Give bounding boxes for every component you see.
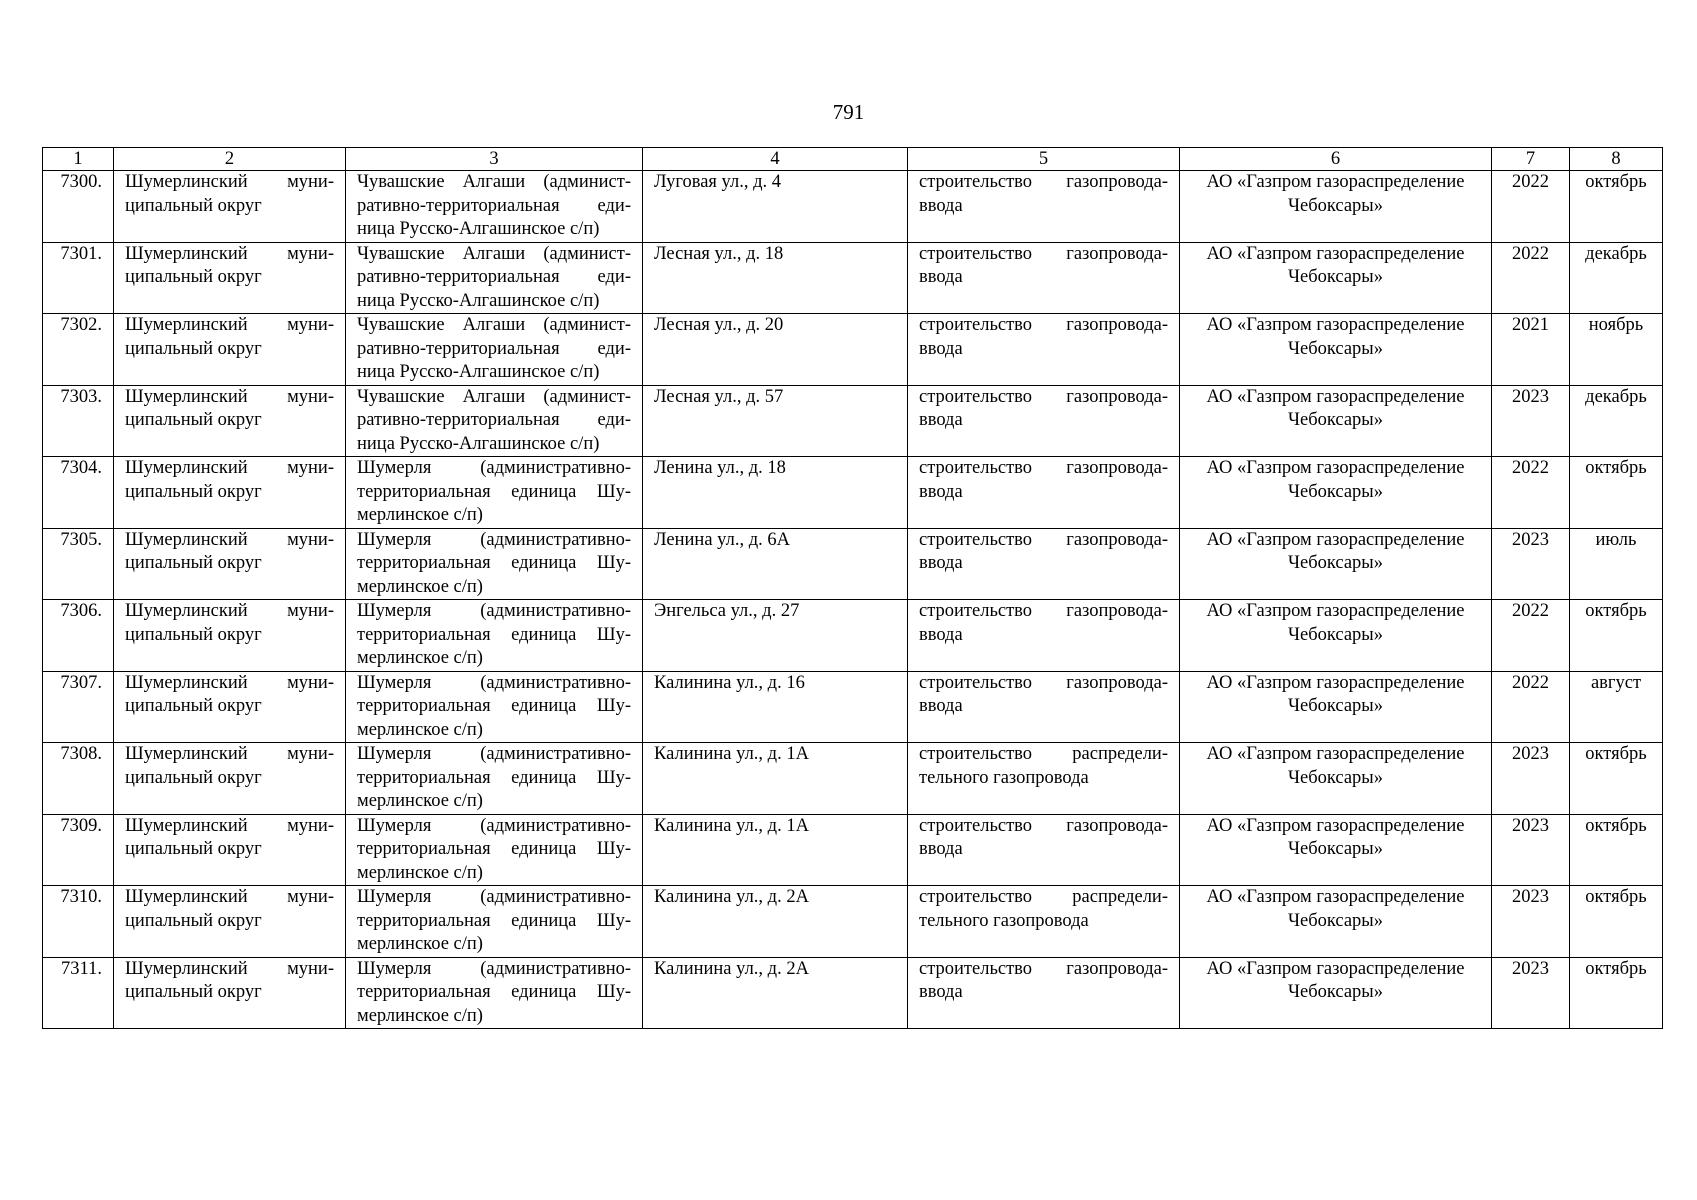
year-cell: 2022 (1492, 171, 1570, 243)
month-cell: декабрь (1570, 385, 1663, 457)
organization-cell: АО «Газпром газораспределение Чебоксары» (1180, 814, 1492, 886)
organization-cell: АО «Газпром газораспределение Чебоксары» (1180, 171, 1492, 243)
settlement-cell: Шумерля (административно-территориальная единица Шу-мерлинское с/п) (346, 814, 643, 886)
month-cell: октябрь (1570, 171, 1663, 243)
row-number: 7301. (43, 242, 114, 314)
column-header: 5 (908, 148, 1180, 171)
work-type-cell: строительство газопровода-ввода (908, 814, 1180, 886)
table-row (43, 314, 1663, 386)
column-header: 8 (1570, 148, 1663, 171)
municipality-cell: Шумерлинский муни-ципальный округ (114, 385, 346, 457)
organization-cell: АО «Газпром газораспределение Чебоксары» (1180, 457, 1492, 529)
settlement-cell: Шумерля (административно-территориальная единица Шу-мерлинское с/п) (346, 957, 643, 1029)
table-body (43, 171, 1663, 1029)
organization-cell: АО «Газпром газораспределение Чебоксары» (1180, 743, 1492, 815)
table-header-row (43, 148, 1663, 171)
municipality-cell: Шумерлинский муни-ципальный округ (114, 814, 346, 886)
month-cell: октябрь (1570, 457, 1663, 529)
address-cell: Калинина ул., д. 1А (643, 814, 908, 886)
month-cell: октябрь (1570, 814, 1663, 886)
column-header: 1 (43, 148, 114, 171)
month-cell: октябрь (1570, 957, 1663, 1029)
address-cell: Лесная ул., д. 18 (643, 242, 908, 314)
address-cell: Энгельса ул., д. 27 (643, 600, 908, 672)
year-cell: 2023 (1492, 385, 1570, 457)
table-row (43, 743, 1663, 815)
work-type-cell: строительство газопровода-ввода (908, 671, 1180, 743)
year-cell: 2023 (1492, 814, 1570, 886)
work-type-cell: строительство газопровода-ввода (908, 385, 1180, 457)
organization-cell: АО «Газпром газораспределение Чебоксары» (1180, 957, 1492, 1029)
work-type-cell: строительство газопровода-ввода (908, 242, 1180, 314)
address-cell: Калинина ул., д. 16 (643, 671, 908, 743)
table-row (43, 814, 1663, 886)
table-row (43, 600, 1663, 672)
municipality-cell: Шумерлинский муни-ципальный округ (114, 600, 346, 672)
work-type-cell: строительство газопровода-ввода (908, 528, 1180, 600)
row-number: 7308. (43, 743, 114, 815)
row-number: 7307. (43, 671, 114, 743)
settlement-cell: Чувашские Алгаши (админист-ративно-территориальная еди-ница Русско-Алгашинское с/п) (346, 171, 643, 243)
address-cell: Ленина ул., д. 6А (643, 528, 908, 600)
row-number: 7303. (43, 385, 114, 457)
column-header: 2 (114, 148, 346, 171)
year-cell: 2022 (1492, 600, 1570, 672)
municipality-cell: Шумерлинский муни-ципальный округ (114, 743, 346, 815)
settlement-cell: Шумерля (административно-территориальная единица Шу-мерлинское с/п) (346, 671, 643, 743)
municipality-cell: Шумерлинский муни-ципальный округ (114, 886, 346, 958)
settlement-cell: Шумерля (административно-территориальная единица Шу-мерлинское с/п) (346, 600, 643, 672)
row-number: 7310. (43, 886, 114, 958)
month-cell: октябрь (1570, 886, 1663, 958)
table-row (43, 385, 1663, 457)
table-row (43, 457, 1663, 529)
table-row (43, 671, 1663, 743)
month-cell: август (1570, 671, 1663, 743)
settlement-cell: Чувашские Алгаши (админист-ративно-территориальная еди-ница Русско-Алгашинское с/п) (346, 385, 643, 457)
work-type-cell: строительство газопровода-ввода (908, 171, 1180, 243)
year-cell: 2023 (1492, 957, 1570, 1029)
year-cell: 2023 (1492, 886, 1570, 958)
address-cell: Калинина ул., д. 1А (643, 743, 908, 815)
year-cell: 2022 (1492, 242, 1570, 314)
month-cell: декабрь (1570, 242, 1663, 314)
row-number: 7305. (43, 528, 114, 600)
organization-cell: АО «Газпром газораспределение Чебоксары» (1180, 528, 1492, 600)
municipality-cell: Шумерлинский муни-ципальный округ (114, 171, 346, 243)
page-number: 791 (832, 100, 865, 124)
municipality-cell: Шумерлинский муни-ципальный округ (114, 457, 346, 529)
address-cell: Калинина ул., д. 2А (643, 886, 908, 958)
year-cell: 2023 (1492, 528, 1570, 600)
settlement-cell: Шумерля (административно-территориальная единица Шу-мерлинское с/п) (346, 457, 643, 529)
table-row (43, 242, 1663, 314)
table-row (43, 528, 1663, 600)
organization-cell: АО «Газпром газораспределение Чебоксары» (1180, 886, 1492, 958)
year-cell: 2022 (1492, 671, 1570, 743)
row-number: 7311. (43, 957, 114, 1029)
column-header: 4 (643, 148, 908, 171)
work-type-cell: строительство газопровода-ввода (908, 314, 1180, 386)
address-cell: Лесная ул., д. 57 (643, 385, 908, 457)
row-number: 7300. (43, 171, 114, 243)
organization-cell: АО «Газпром газораспределение Чебоксары» (1180, 314, 1492, 386)
document-table (42, 147, 1663, 1029)
address-cell: Луговая ул., д. 4 (643, 171, 908, 243)
row-number: 7304. (43, 457, 114, 529)
municipality-cell: Шумерлинский муни-ципальный округ (114, 528, 346, 600)
year-cell: 2023 (1492, 743, 1570, 815)
table-row (43, 171, 1663, 243)
organization-cell: АО «Газпром газораспределение Чебоксары» (1180, 600, 1492, 672)
row-number: 7306. (43, 600, 114, 672)
settlement-cell: Шумерля (административно-территориальная единица Шу-мерлинское с/п) (346, 743, 643, 815)
municipality-cell: Шумерлинский муни-ципальный округ (114, 957, 346, 1029)
column-header: 3 (346, 148, 643, 171)
column-header: 7 (1492, 148, 1570, 171)
work-type-cell: строительство газопровода-ввода (908, 457, 1180, 529)
municipality-cell: Шумерлинский муни-ципальный округ (114, 314, 346, 386)
settlement-cell: Чувашские Алгаши (админист-ративно-территориальная еди-ница Русско-Алгашинское с/п) (346, 242, 643, 314)
settlement-cell: Шумерля (административно-территориальная единица Шу-мерлинское с/п) (346, 886, 643, 958)
address-cell: Ленина ул., д. 18 (643, 457, 908, 529)
work-type-cell: строительство распредели-тельного газопровода (908, 886, 1180, 958)
organization-cell: АО «Газпром газораспределение Чебоксары» (1180, 671, 1492, 743)
work-type-cell: строительство газопровода-ввода (908, 957, 1180, 1029)
row-number: 7309. (43, 814, 114, 886)
year-cell: 2021 (1492, 314, 1570, 386)
month-cell: июль (1570, 528, 1663, 600)
month-cell: ноябрь (1570, 314, 1663, 386)
settlement-cell: Чувашские Алгаши (админист-ративно-территориальная еди-ница Русско-Алгашинское с/п) (346, 314, 643, 386)
year-cell: 2022 (1492, 457, 1570, 529)
organization-cell: АО «Газпром газораспределение Чебоксары» (1180, 242, 1492, 314)
address-cell: Лесная ул., д. 20 (643, 314, 908, 386)
table-row (43, 886, 1663, 958)
column-header: 6 (1180, 148, 1492, 171)
organization-cell: АО «Газпром газораспределение Чебоксары» (1180, 385, 1492, 457)
table-row (43, 957, 1663, 1029)
work-type-cell: строительство газопровода-ввода (908, 600, 1180, 672)
settlement-cell: Шумерля (административно-территориальная единица Шу-мерлинское с/п) (346, 528, 643, 600)
month-cell: октябрь (1570, 600, 1663, 672)
work-type-cell: строительство распредели-тельного газопровода (908, 743, 1180, 815)
month-cell: октябрь (1570, 743, 1663, 815)
municipality-cell: Шумерлинский муни-ципальный округ (114, 242, 346, 314)
address-cell: Калинина ул., д. 2А (643, 957, 908, 1029)
municipality-cell: Шумерлинский муни-ципальный округ (114, 671, 346, 743)
row-number: 7302. (43, 314, 114, 386)
